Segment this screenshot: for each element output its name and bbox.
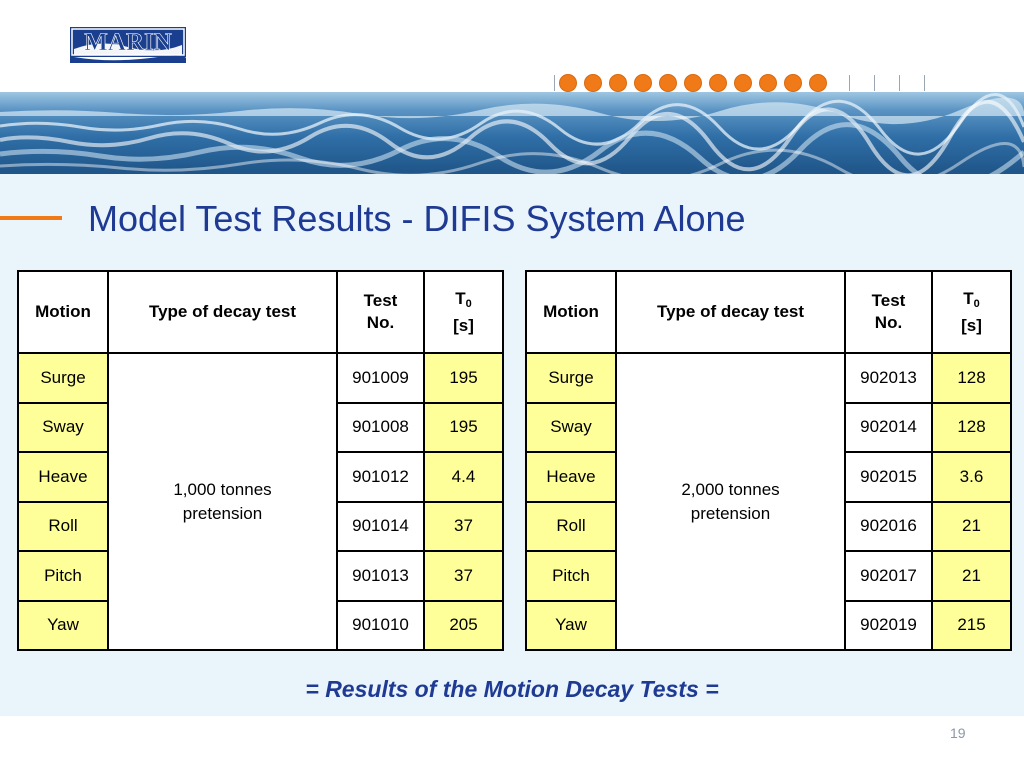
motion-cell: Yaw <box>18 601 108 651</box>
divider-tick <box>554 75 555 91</box>
header-t0-unit: [s] <box>453 315 474 335</box>
header-test-line1: Test <box>363 291 398 310</box>
t0-cell: 21 <box>932 502 1011 552</box>
progress-dot <box>609 74 627 92</box>
progress-dot <box>559 74 577 92</box>
test-no-cell: 901012 <box>337 452 424 502</box>
t0-cell: 37 <box>424 502 503 552</box>
header-test-no <box>337 271 424 353</box>
motion-cell: Heave <box>526 452 616 502</box>
table-header-row <box>18 271 503 353</box>
type-line1: 2,000 tonnes <box>681 479 780 499</box>
motion-cell: Sway <box>18 403 108 453</box>
motion-cell: Pitch <box>526 551 616 601</box>
progress-dot <box>809 74 827 92</box>
progress-dot <box>659 74 677 92</box>
t0-cell: 4.4 <box>424 452 503 502</box>
type-line2: pretension <box>690 503 771 523</box>
progress-dot <box>784 74 802 92</box>
t0-cell: 37 <box>424 551 503 601</box>
motion-cell: Yaw <box>526 601 616 651</box>
header-t0-symbol: T <box>963 288 974 308</box>
progress-dots <box>552 74 949 92</box>
progress-dot <box>759 74 777 92</box>
t0-cell: 195 <box>424 353 503 403</box>
type-line1: 1,000 tonnes <box>173 479 272 499</box>
divider-tick <box>874 75 875 91</box>
progress-dot <box>584 74 602 92</box>
table-header-row <box>526 271 1011 353</box>
ocean-banner <box>0 92 1024 174</box>
table-row <box>526 353 1011 403</box>
decay-table-1000-tonnes <box>17 270 504 651</box>
header-test-line2: No. <box>366 313 395 332</box>
t0-cell: 21 <box>932 551 1011 601</box>
svg-text:MARIN: MARIN <box>84 29 172 56</box>
divider-tick <box>899 75 900 91</box>
type-of-decay-test-cell <box>108 353 337 650</box>
marin-logo <box>70 27 186 63</box>
type-of-decay-test-cell <box>616 353 845 650</box>
title-accent-bar <box>0 216 62 220</box>
header-test-line1: Test <box>871 291 906 310</box>
header-t0-subscript: 0 <box>973 297 980 310</box>
progress-dot <box>709 74 727 92</box>
page-number: 19 <box>950 725 966 741</box>
progress-dot <box>634 74 652 92</box>
test-no-cell: 902014 <box>845 403 932 453</box>
decay-table-2000-tonnes <box>525 270 1012 651</box>
t0-cell: 3.6 <box>932 452 1011 502</box>
table-caption: = Results of the Motion Decay Tests = <box>305 676 719 702</box>
test-no-cell: 902015 <box>845 452 932 502</box>
t0-cell: 195 <box>424 403 503 453</box>
header-type-of-decay-test: Type of decay test <box>616 271 845 353</box>
header-motion: Motion <box>526 271 616 353</box>
type-line2: pretension <box>182 503 263 523</box>
header-t0 <box>932 271 1011 353</box>
slide-title: Model Test Results - DIFIS System Alone <box>88 198 746 239</box>
divider-tick <box>924 75 925 91</box>
motion-cell: Surge <box>526 353 616 403</box>
header-test-no <box>845 271 932 353</box>
footer-band <box>0 716 1024 768</box>
t0-cell: 128 <box>932 403 1011 453</box>
motion-cell: Roll <box>18 502 108 552</box>
test-no-cell: 901010 <box>337 601 424 651</box>
header-type-of-decay-test: Type of decay test <box>108 271 337 353</box>
test-no-cell: 901008 <box>337 403 424 453</box>
test-no-cell: 901014 <box>337 502 424 552</box>
t0-cell: 128 <box>932 353 1011 403</box>
progress-dot <box>734 74 752 92</box>
motion-cell: Surge <box>18 353 108 403</box>
header-t0 <box>424 271 503 353</box>
test-no-cell: 902019 <box>845 601 932 651</box>
header-test-line2: No. <box>874 313 903 332</box>
progress-dot <box>684 74 702 92</box>
motion-cell: Roll <box>526 502 616 552</box>
header-t0-symbol: T <box>455 288 466 308</box>
test-no-cell: 902017 <box>845 551 932 601</box>
table-row <box>18 353 503 403</box>
test-no-cell: 901013 <box>337 551 424 601</box>
test-no-cell: 902013 <box>845 353 932 403</box>
header-t0-subscript: 0 <box>465 297 472 310</box>
divider-tick <box>849 75 850 91</box>
t0-cell: 205 <box>424 601 503 651</box>
motion-cell: Heave <box>18 452 108 502</box>
test-no-cell: 902016 <box>845 502 932 552</box>
motion-cell: Pitch <box>18 551 108 601</box>
test-no-cell: 901009 <box>337 353 424 403</box>
header-t0-unit: [s] <box>961 315 982 335</box>
motion-cell: Sway <box>526 403 616 453</box>
header-motion: Motion <box>18 271 108 353</box>
t0-cell: 215 <box>932 601 1011 651</box>
slide-header <box>0 0 1024 92</box>
